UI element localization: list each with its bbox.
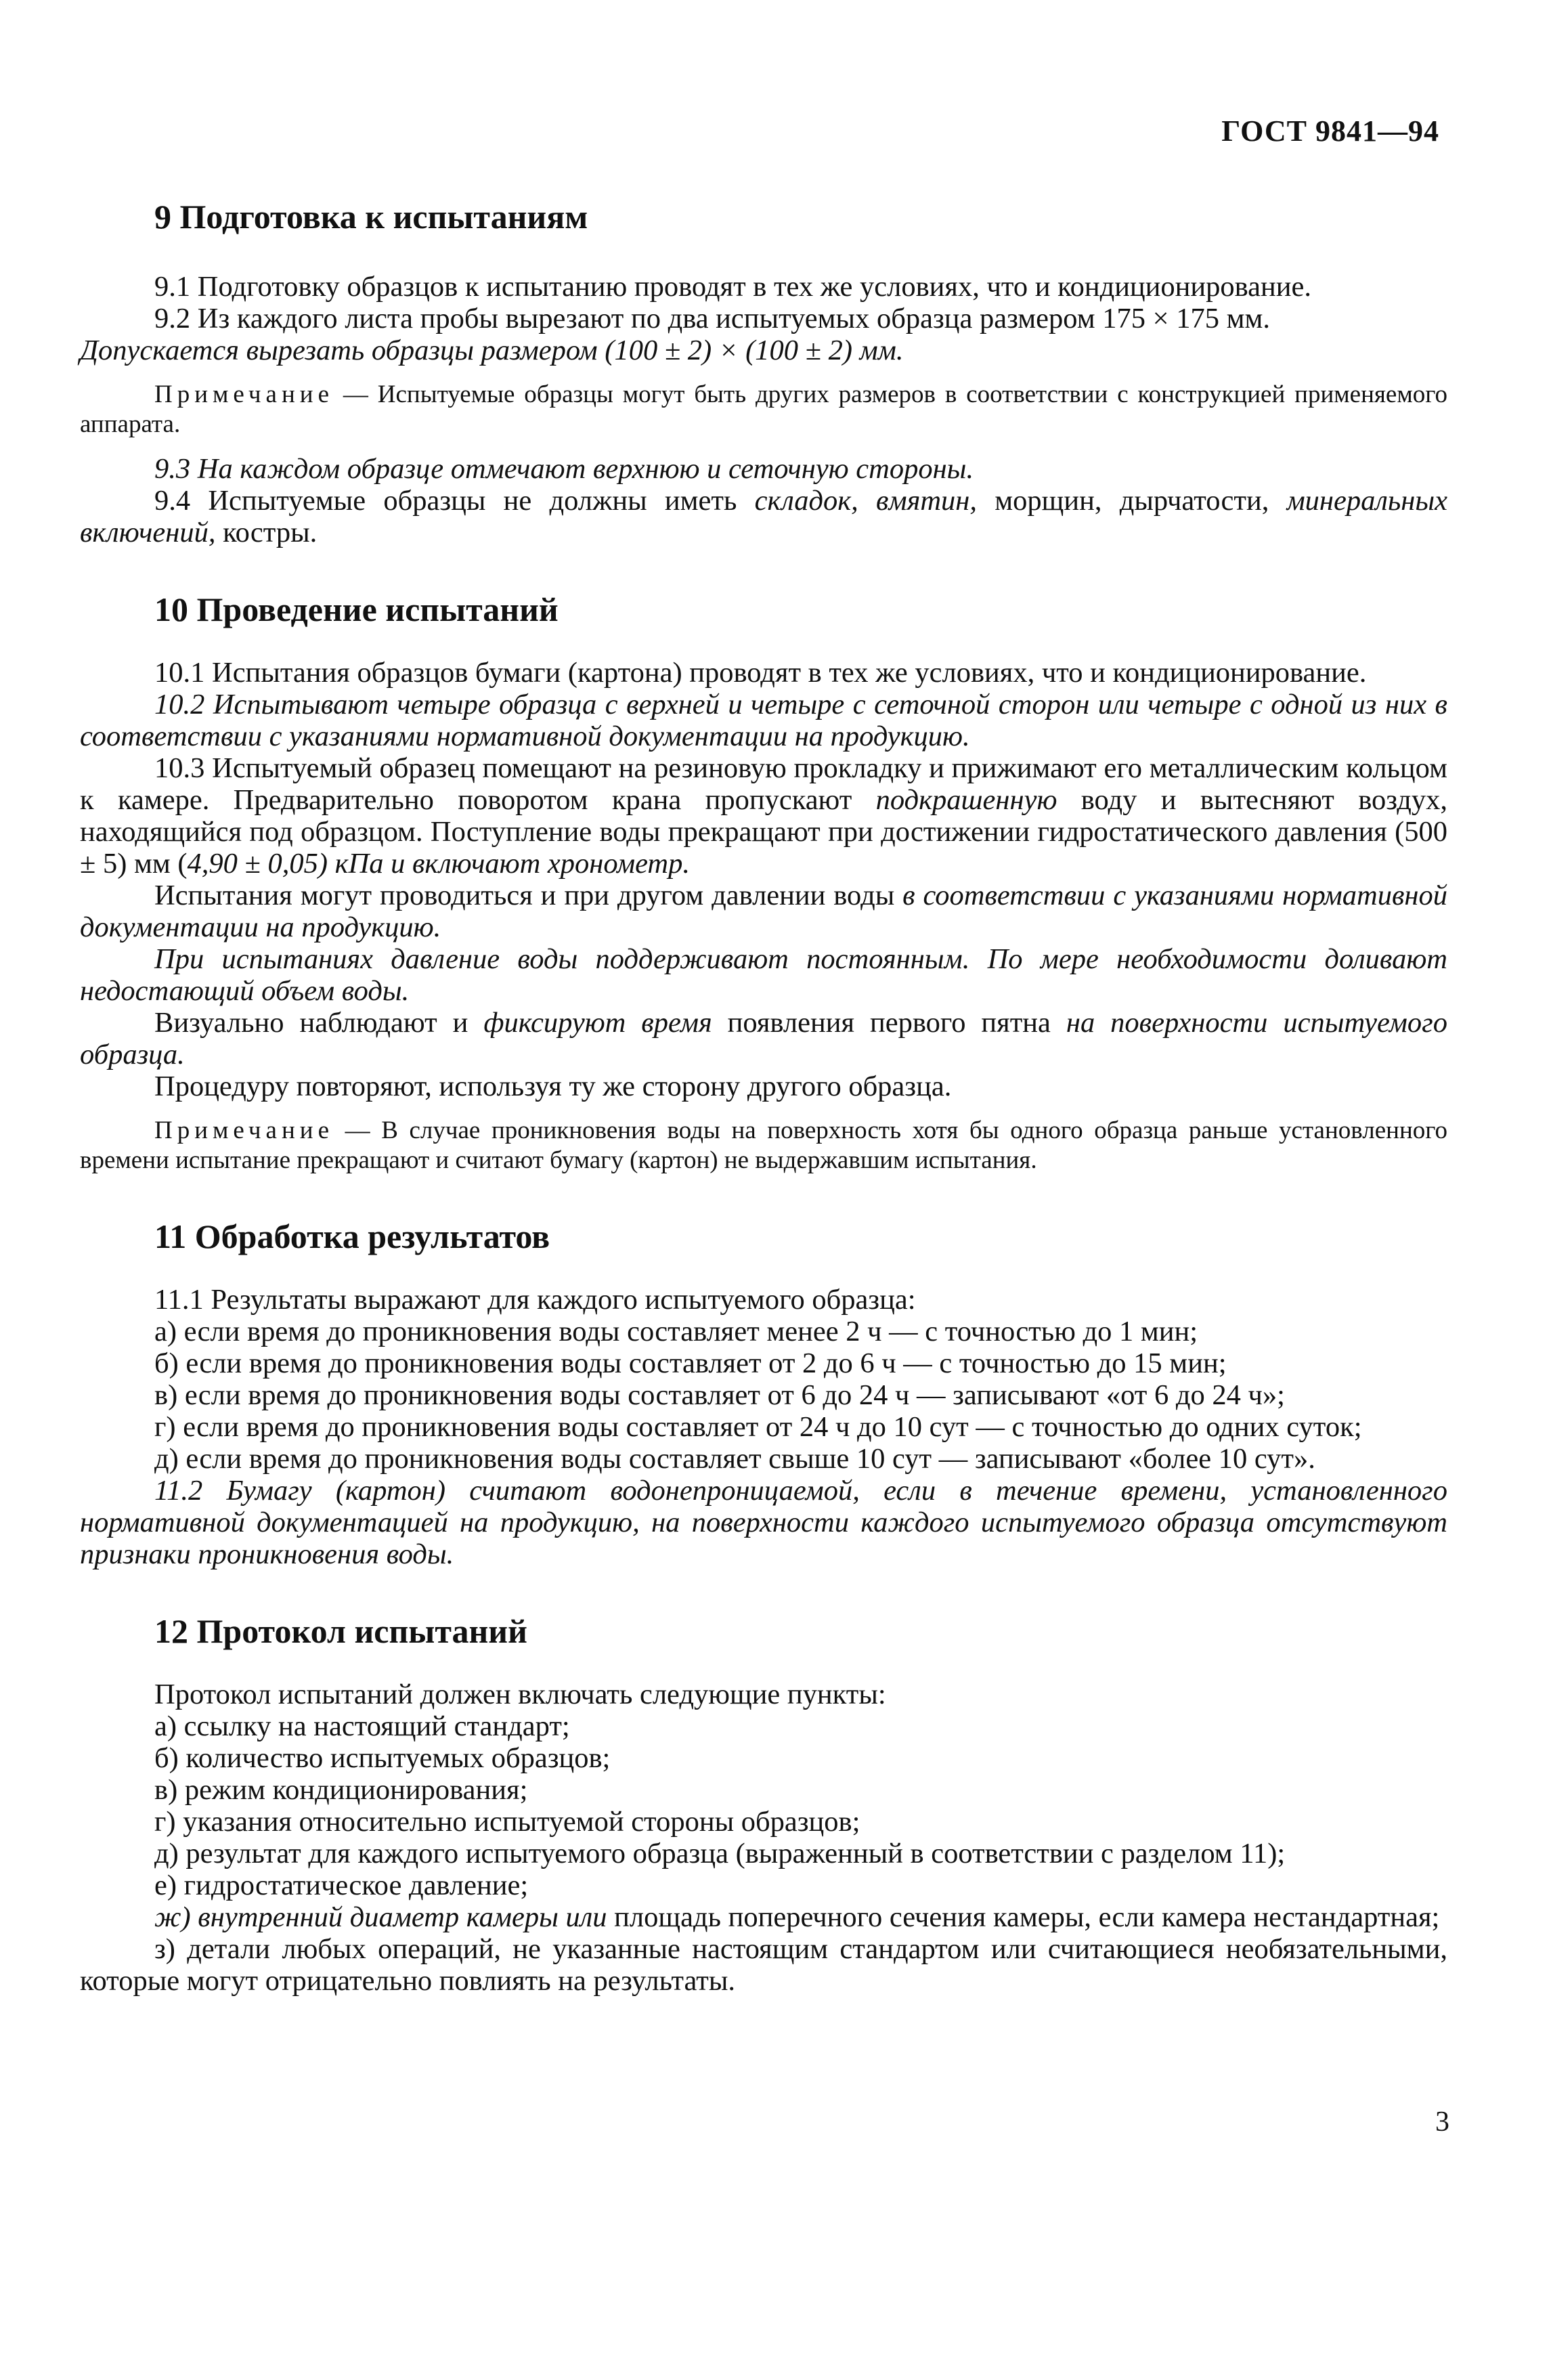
clause-12-intro: Протокол испытаний должен включать следующие пункты:	[154, 1679, 886, 1710]
clause-9-3	[80, 453, 1447, 485]
clause-9-4-text-b: складок, вмятин,	[754, 485, 977, 517]
constant-text: При испытаниях давление воды поддерживают постоянным. По мере необходимости доливают недостающий объем воды.	[80, 943, 1447, 1007]
clause-11-2-text: 11.2 Бумагу (картон) считают водонепроницаемой, если в течение времени, установленного нормативной документацией на продукцию, на поверхности каждого испытуемого образца отсутствуют признаки проникновения воды.	[80, 1475, 1447, 1570]
clause-10-3-pressure	[80, 880, 1447, 943]
clause-10-3-repeat: Процедуру повторяют, используя ту же сторону другого образца.	[154, 1070, 952, 1102]
item-zh-text-a: ж) внутренний диаметр камеры или	[154, 1901, 607, 1933]
observe-text-d: на поверхности испытуемого образца.	[80, 1007, 1447, 1070]
clause-10-3-observe	[80, 1007, 1447, 1070]
list-item: г) указания относительно испытуемой стороны образцов;	[154, 1806, 860, 1838]
list-item: з) детали любых операций, не указанные настоящим стандартом или считающиеся необязательными, которые могут отрицательно повлиять на результаты.	[80, 1933, 1447, 1997]
note-label: Примечание	[154, 381, 334, 408]
list-item: б) если время до проникновения воды составляет от 2 до 6 ч — с точностью до 15 мин;	[154, 1347, 1227, 1379]
clause-9-2-italic	[80, 334, 1447, 366]
item-zh-text-b: площадь поперечного сечения камеры, если камера нестандартная;	[607, 1901, 1440, 1933]
note-10	[80, 1116, 1447, 1175]
section-9-heading: 9 Подготовка к испытаниям	[154, 198, 588, 236]
list-item	[80, 1901, 1447, 1933]
section-12-heading: 12 Протокол испытаний	[154, 1612, 527, 1650]
clause-9-4-text-c: морщин, дырчатости,	[976, 485, 1287, 517]
section-10-heading: 10 Проведение испытаний	[154, 590, 559, 628]
clause-11-2	[80, 1475, 1447, 1570]
section-11-heading: 11 Обработка результатов	[154, 1217, 550, 1255]
page-number: 3	[1435, 2106, 1449, 2138]
clause-9-4-text-d: минеральных включений,	[80, 485, 1447, 548]
clause-9-4-text-e: костры.	[215, 517, 318, 548]
list-item: е) гидростатическое давление;	[154, 1869, 529, 1901]
note-label: Примечание	[154, 1117, 334, 1144]
clause-10-3-constant	[80, 943, 1447, 1007]
list-item: д) результат для каждого испытуемого образца (выраженный в соответствии с разделом 11);	[154, 1838, 1286, 1869]
observe-text-b: фиксируют время	[483, 1007, 712, 1039]
list-item: б) количество испытуемых образцов;	[154, 1742, 611, 1774]
list-item: в) режим кондиционирования;	[154, 1774, 528, 1806]
clause-10-3-text-a: 10.3 Испытуемый образец помещают на резиновую прокладку и прижимают его металлическим кольцом к камере. Предварительно поворотом крана пропускают	[80, 752, 1447, 816]
note-text: — Испытуемые образцы могут быть других размеров в соответствии с конструкцией применяемого аппарата.	[80, 381, 1447, 438]
clause-10-3	[80, 752, 1447, 880]
pressure-text-a: Испытания могут проводиться и при другом давлении воды	[154, 880, 903, 911]
observe-text-c: появления первого пятна	[712, 1007, 1066, 1039]
list-item: г) если время до проникновения воды составляет от 24 ч до 10 сут — с точностью до одних суток;	[154, 1411, 1362, 1443]
clause-9-2: 9.2 Из каждого листа пробы вырезают по два испытуемых образца размером 175 × 175 мм.	[154, 303, 1271, 334]
observe-text-a: Визуально наблюдают и	[154, 1007, 484, 1039]
clause-11-1: 11.1 Результаты выражают для каждого испытуемого образца:	[154, 1284, 916, 1316]
list-item: а) если время до проникновения воды составляет менее 2 ч — с точностью до 1 мин;	[154, 1316, 1198, 1347]
list-item: в) если время до проникновения воды составляет от 6 до 24 ч — записывают «от 6 до 24 ч»;	[154, 1379, 1285, 1411]
clause-9-1: 9.1 Подготовку образцов к испытанию проводят в тех же условиях, что и кондиционирование.	[154, 271, 1312, 303]
document-number: ГОСТ 9841—94	[1221, 114, 1439, 148]
note-9	[80, 380, 1447, 439]
list-item: д) если время до проникновения воды составляет свыше 10 сут — записывают «более 10 сут».	[154, 1443, 1315, 1475]
clause-9-4-text-a: 9.4 Испытуемые образцы не должны иметь	[154, 485, 755, 517]
note-text: — В случае проникновения воды на поверхность хотя бы одного образца раньше установленного времени испытание прекращают и считают бумагу (картон) не выдержавшим испытания.	[80, 1117, 1447, 1174]
list-item: а) ссылку на настоящий стандарт;	[154, 1710, 570, 1742]
clause-10-1: 10.1 Испытания образцов бумаги (картона) проводят в тех же условиях, что и кондиционирование.	[154, 657, 1367, 689]
clause-10-2-text: 10.2 Испытывают четыре образца с верхней и четыре с сеточной сторон или четыре с одной из них в соответствии с указаниями нормативной документации на продукцию.	[80, 689, 1447, 752]
clause-10-3-text-d: 4,90 ± 0,05) кПа и включают хронометр.	[187, 848, 690, 880]
page-content	[80, 196, 1447, 1997]
pressure-text-b: в соответствии с указаниями нормативной документации на продукцию.	[80, 880, 1447, 943]
clause-9-3-text: 9.3 На каждом образце отмечают верхнюю и сеточную стороны.	[154, 453, 974, 485]
clause-10-3-text-c: воду и вытесняют воздух, находящийся под образцом. Поступление воды прекращают при достижении гидростатического давления (500 ± 5) мм (	[80, 784, 1447, 880]
clause-10-2	[80, 689, 1447, 752]
clause-9-4	[80, 485, 1447, 548]
clause-9-2-italic-text: Допускается вырезать образцы размером (100 ± 2) × (100 ± 2) мм.	[80, 334, 904, 366]
clause-10-3-text-b: подкрашенную	[875, 784, 1057, 816]
